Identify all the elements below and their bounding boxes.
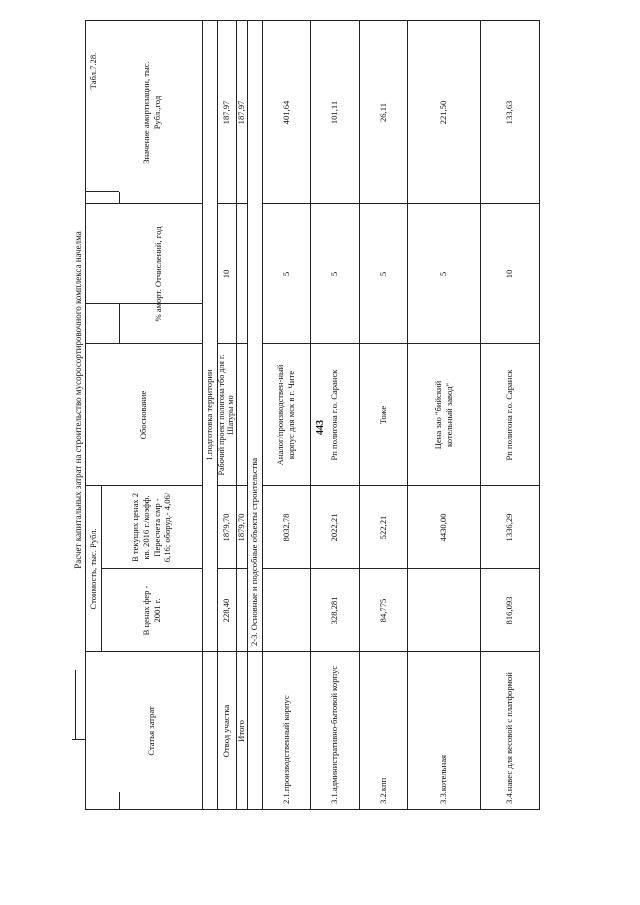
row-amort-pct: 5 [377, 271, 388, 277]
capital-costs-table [72, 20, 540, 810]
row-amort-value: 221,50 [438, 100, 449, 125]
section-title: 1.подготовка территории [204, 369, 215, 461]
row-cost-2001: 328,281 [329, 596, 340, 625]
header-cost-current: В текущих ценах 2 кв. 2016 г./коэфф. Пересчета смр - 6,16; оборуд.- 4,06/ [130, 492, 173, 563]
row-basis: Цена зао "бийский котельный завод" [432, 380, 454, 450]
table-number: Табл.7.28. [88, 52, 99, 90]
row-land-item: Отвод участка [221, 704, 232, 758]
row-item: 3.3.котельная [438, 755, 449, 804]
table-caption: Расчет капитальных затрат на строительство мусоросортировочного комплекса начелма [72, 231, 83, 569]
row-amort-pct: 5 [329, 271, 340, 277]
row-cost-current: 8032,78 [280, 513, 291, 542]
header-item: Статья затрат [146, 706, 157, 756]
header-basis: Обоснование [138, 390, 149, 440]
row-item: 3.2.кпп [377, 777, 388, 804]
row-amort-value: 133,63 [504, 100, 515, 125]
row-total-item: Итого [236, 720, 247, 742]
row-amort-pct: 5 [280, 271, 291, 277]
row-item: 3.4.навес для весовой с платформой [504, 672, 515, 804]
row-amort-pct: 10 [504, 269, 515, 279]
row-item: 2.1.производственный корпус [280, 695, 291, 804]
row-basis: Рп полигона г.о. Саранск [329, 369, 340, 461]
row-cost-2001: 816,093 [504, 596, 515, 625]
row-land-amort-value: 187,97 [221, 100, 232, 125]
row-amort-value: 26,11 [377, 102, 388, 123]
row-cost-2001: 84,775 [377, 598, 388, 623]
row-basis: Рп полигона г.о. Саранск [504, 369, 515, 461]
row-amort-value: 401,64 [280, 100, 291, 125]
row-land-basis: Рабочий проект полигона тбо для г. Шатуры мо [216, 354, 235, 476]
row-item: 3.1.административно-бытовой корпус [329, 665, 340, 804]
page-number: 443 [314, 420, 326, 435]
row-cost-2001 [262, 569, 310, 652]
header-amort-value: Значение амортизации, тыс. Рубл.,год [140, 61, 162, 164]
row-cost-current: 522,21 [377, 515, 388, 540]
row-total-cost-current: 1879,70 [236, 513, 247, 542]
header-amort-pct: % аморт. Отчислений, год [153, 226, 164, 322]
row-total-amort-value: 187,97 [236, 100, 247, 125]
row-amort-pct: 5 [438, 271, 449, 277]
row-amort-value: 101,11 [329, 100, 340, 125]
header-cost-group: Стоимость, тыс. Рубл. [87, 528, 98, 610]
row-land-cost-current: 1879,70 [221, 513, 232, 542]
rotated-table-wrapper [72, 20, 540, 810]
row-basis: Аналог/производствен-ный корпус для мск в г. Чите [275, 364, 296, 466]
row-cost-2001 [407, 569, 480, 652]
section-title: 2-3. Основные и подсобные объекты строительства [249, 457, 260, 646]
row-cost-current: 1336,29 [504, 513, 515, 542]
header-cost-2001: В ценах фер - 2001 г. [140, 585, 162, 636]
row-land-amort-pct: 10 [221, 269, 232, 279]
row-cost-current: 4430,00 [438, 513, 449, 542]
row-basis: Тоже [377, 405, 388, 425]
row-land-cost-2001: 228,40 [221, 598, 232, 623]
row-cost-current: 2022,21 [329, 513, 340, 542]
